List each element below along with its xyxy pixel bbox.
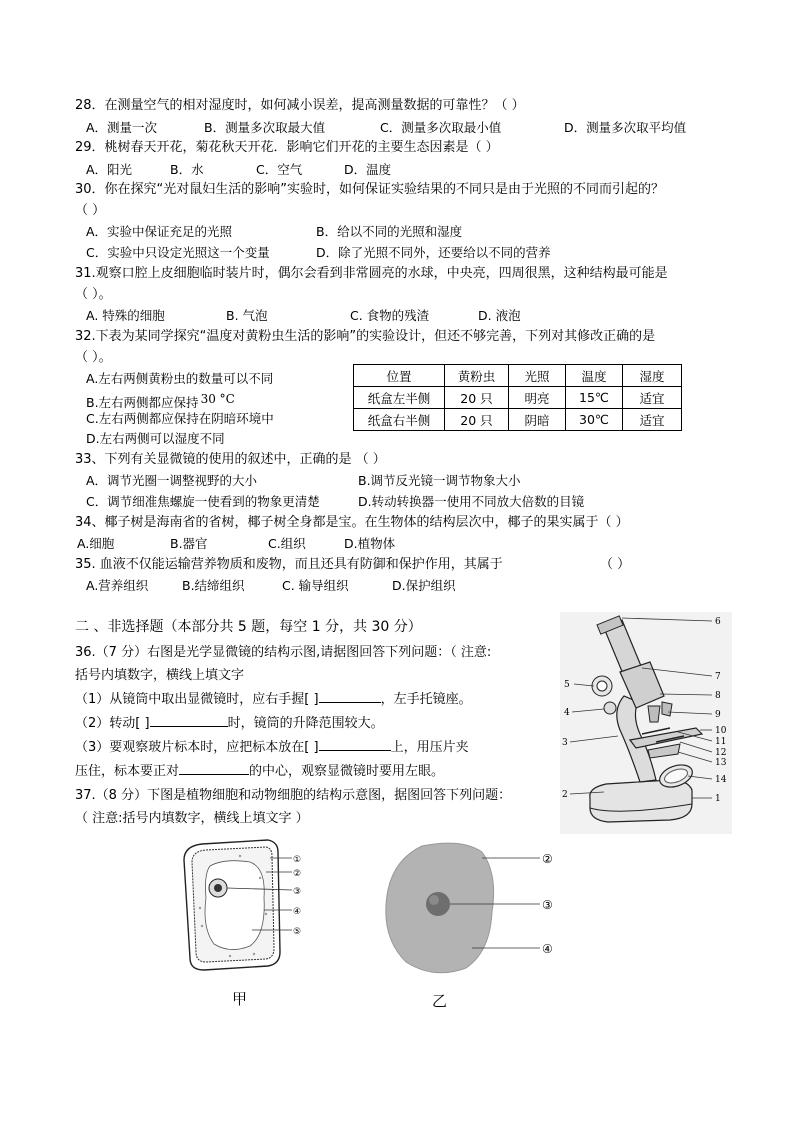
- q36-stem-note: 括号内填数字，横线上填文字: [75, 668, 245, 683]
- microscope-label: 10: [715, 726, 727, 736]
- microscope-label: 2: [562, 790, 568, 800]
- q33-option-a: A．调节光圈一调整视野的大小: [86, 473, 258, 488]
- q32-option-c: C.左右两侧都应保持在阴暗环境中: [86, 411, 274, 426]
- q31-option-d: D. 液泡: [478, 308, 521, 323]
- table-cell: 15℃: [566, 387, 623, 409]
- table-header-cell: 光照: [509, 365, 566, 387]
- table-cell: 适宜: [623, 409, 682, 431]
- q36-part1-tail: ，左手托镜座。: [380, 692, 472, 707]
- q31-option-b: B. 气泡: [226, 308, 268, 323]
- q34-stem: 34、椰子树是海南省的省树，椰子树全身都是宝。在生物体的结构层次中，椰子的果实属于（ ）: [75, 515, 629, 530]
- table-row: [354, 409, 682, 431]
- q34-option-a: A.细胞: [77, 536, 115, 551]
- q29-option-a: A．阳光: [86, 162, 133, 177]
- animal-cell-label: ②: [542, 852, 553, 866]
- answer-blank[interactable]: [179, 774, 249, 775]
- microscope-label: 13: [715, 758, 727, 768]
- q34-option-c: C.组织: [268, 536, 306, 551]
- table-cell: 阴暗: [509, 409, 566, 431]
- q29-option-c: C．空气: [256, 162, 303, 177]
- microscope-label: 1: [715, 794, 721, 804]
- q30-option-a: A．实验中保证充足的光照: [86, 224, 233, 239]
- q36-stem: 36.（7 分）右图是光学显微镜的结构示图,请据图回答下列问题：（ 注意:: [75, 645, 492, 660]
- plant-cell-caption: 甲: [232, 990, 248, 1008]
- q32-option-b-temp: 30 °C: [200, 392, 235, 406]
- q31-option-a: A. 特殊的细胞: [86, 308, 165, 323]
- table-header-cell: 温度: [566, 365, 623, 387]
- q32-option-b: [86, 391, 235, 411]
- q32-stem: 32.下表为某同学探究“温度对黄粉虫生活的影响”的实验设计，但还不够完善，下列对其修改正确的是: [75, 329, 656, 344]
- microscope-label: 6: [715, 617, 721, 627]
- microscope-label: 9: [715, 710, 721, 720]
- answer-blank[interactable]: [319, 702, 381, 703]
- table-cell: 纸盒右半侧: [354, 409, 445, 431]
- plant-cell-diagram: [180, 838, 320, 973]
- q36-part3-cont-tail: 的中心，观察显微镜时要用左眼。: [249, 764, 445, 779]
- q32-stem-paren: （ ）。: [75, 350, 112, 365]
- q28-stem: 28．在测量空气的相对湿度时，如何减小误差，提高测量数据的可靠性？（ ）: [75, 98, 525, 113]
- section-heading: 二 、非选择题（本部分共 5 题，每空 1 分，共 30 分）: [75, 619, 422, 635]
- q33-option-b: B.调节反光镜一调节物象大小: [358, 473, 521, 488]
- microscope-label: 4: [564, 708, 570, 718]
- table-cell: 30℃: [566, 409, 623, 431]
- answer-blank[interactable]: [319, 750, 391, 751]
- experiment-table: [353, 364, 682, 431]
- q37-stem-note: （ 注意:括号内填数字，横线上填文字 ）: [75, 811, 309, 826]
- q29-option-b: B．水: [170, 162, 204, 177]
- plant-cell-label: ③: [293, 887, 302, 897]
- q30-option-c: C．实验中只设定光照这一个变量: [86, 245, 270, 260]
- microscope-diagram: [560, 612, 732, 834]
- q30-option-b: B．给以不同的光照和湿度: [316, 224, 463, 239]
- q34-option-d: D.植物体: [344, 536, 396, 551]
- q28-option-c: C．测量多次取最小值: [380, 120, 502, 135]
- q36-part3-tail: 上，用压片夹: [390, 740, 469, 755]
- q34-option-b: B.器官: [170, 536, 208, 551]
- microscope-label: 3: [562, 738, 568, 748]
- q30-stem: 30．你在探究“光对鼠妇生活的影响”实验时，如何保证实验结果的不同只是由于光照的不同而引起的？: [75, 182, 665, 197]
- q33-stem: 33、下列有关显微镜的使用的叙述中，正确的是 （ ）: [75, 452, 386, 467]
- plant-cell-label: ①: [293, 855, 302, 865]
- q36-part3: [75, 740, 469, 756]
- q30-option-d: D．除了光照不同外，还要给以不同的营养: [316, 245, 551, 260]
- q35-stem: 35. 血液不仅能运输营养物质和废物，而且还具有防御和保护作用，其属于: [75, 557, 503, 572]
- microscope-label: 7: [715, 672, 721, 682]
- q30-stem-paren: （ ）: [75, 203, 106, 218]
- table-cell: 纸盒左半侧: [354, 387, 445, 409]
- animal-cell-label: ④: [542, 942, 553, 956]
- q33-option-c: C．调节细准焦螺旋一使看到的物象更清楚: [86, 494, 320, 509]
- q35-option-c: C. 输导组织: [282, 578, 349, 593]
- table-header-row: [354, 365, 682, 387]
- q37-stem: 37.（8 分）下图是植物细胞和动物细胞的结构示意图，据图回答下列问题：: [75, 788, 512, 803]
- microscope-label: 11: [715, 737, 727, 747]
- q29-option-d: D．温度: [344, 162, 392, 177]
- table-cell: 适宜: [623, 387, 682, 409]
- q36-part2-text: （2）转动[ ]: [75, 716, 150, 731]
- q36-part2-tail: 时，镜筒的升降范围较大。: [227, 716, 384, 731]
- table-header-cell: 湿度: [623, 365, 682, 387]
- q36-part1: [75, 692, 472, 708]
- q28-option-a: A．测量一次: [86, 120, 158, 135]
- q36-part2: [75, 716, 384, 732]
- q36-part3-cont: [75, 764, 444, 780]
- q35-option-b: B.结缔组织: [182, 578, 245, 593]
- q32-option-d: D.左右两侧可以湿度不同: [86, 431, 225, 446]
- microscope-label: 14: [715, 775, 727, 785]
- animal-cell-caption: 乙: [432, 992, 448, 1010]
- table-header-cell: 黄粉虫: [445, 365, 509, 387]
- q31-stem: 31.观察口腔上皮细胞临时装片时，偶尔会看到非常圆亮的水球，中央亮，四周很黑，这种结构最可能是: [75, 266, 668, 281]
- q35-paren: （ ）: [600, 557, 631, 572]
- q35-option-a: A.营养组织: [86, 578, 149, 593]
- table-cell: 20 只: [445, 387, 509, 409]
- q36-part1-text: （1）从镜筒中取出显微镜时，应右手握[ ]: [75, 692, 319, 707]
- q33-option-d: D.转动转换器一使用不同放大倍数的目镜: [358, 494, 585, 509]
- microscope-label: 8: [715, 691, 721, 701]
- table-cell: 明亮: [509, 387, 566, 409]
- q32-option-a: A.左右两侧黄粉虫的数量可以不同: [86, 371, 274, 386]
- q32-option-b-text: B.左右两侧都应保持: [86, 395, 199, 410]
- q28-option-b: B．测量多次取最大值: [204, 120, 326, 135]
- q36-part3-cont-text: 压住，标本要正对: [75, 764, 180, 779]
- table-header-cell: 位置: [354, 365, 445, 387]
- plant-cell-label: ④: [293, 907, 302, 917]
- table-row: [354, 387, 682, 409]
- microscope-label: 12: [715, 748, 727, 758]
- animal-cell-label: ③: [542, 898, 553, 912]
- q29-stem: 29．桃树春天开花，菊花秋天开花．影响它们开花的主要生态因素是（ ）: [75, 140, 499, 155]
- q28-option-d: D．测量多次取平均值: [564, 120, 687, 135]
- q35-option-d: D.保护组织: [392, 578, 456, 593]
- plant-cell-label: ②: [293, 869, 302, 879]
- plant-cell-label: ⑤: [293, 927, 302, 937]
- q31-option-c: C. 食物的残渣: [350, 308, 430, 323]
- q31-stem-paren: （ ）。: [75, 287, 112, 302]
- answer-blank[interactable]: [150, 726, 228, 727]
- animal-cell-diagram: [382, 840, 562, 978]
- microscope-label: 5: [564, 680, 570, 690]
- table-cell: 20 只: [445, 409, 509, 431]
- q36-part3-text: （3）要观察玻片标本时，应把标本放在[ ]: [75, 740, 319, 755]
